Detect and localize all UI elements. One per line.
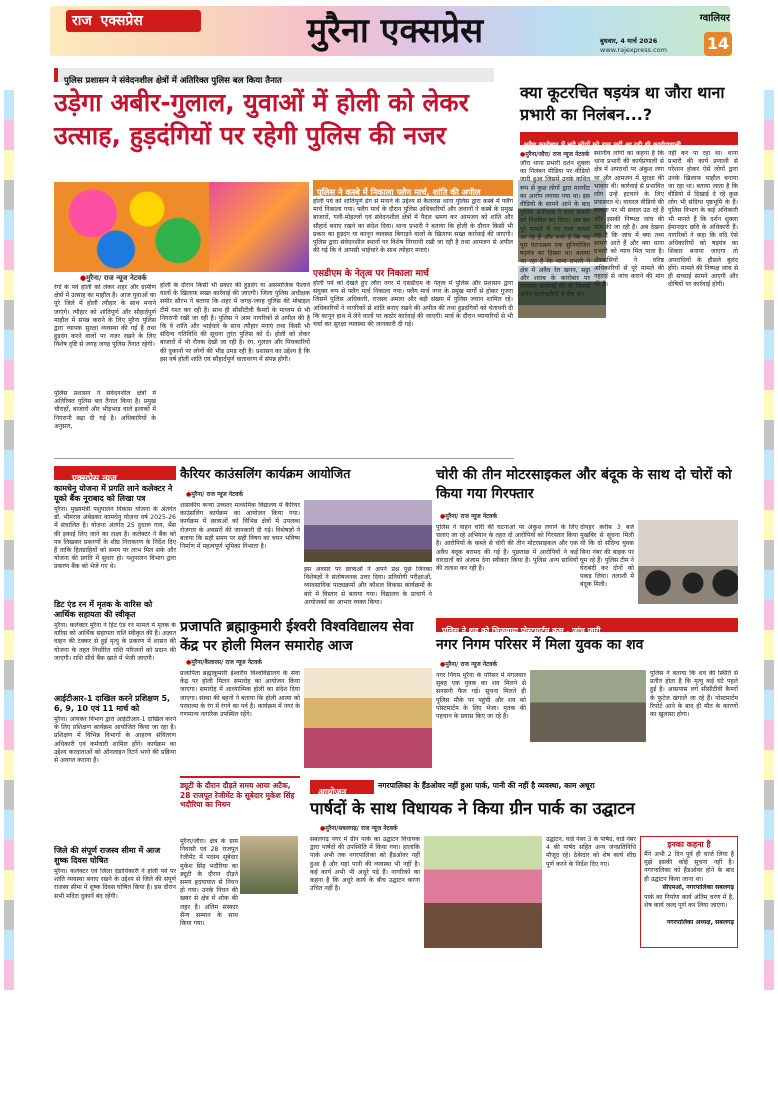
duty-death-headline: ड्यूटी के दौरान दौड़ते समय आया अटैक, 28 राजपूत रेजीमेंट के सूबेदार मुकेश सिंह भदौरिया का निधन xyxy=(180,781,295,809)
lead-body-col1: रंगों के पर्व होली को लेकर शहर और ग्रामीण क्षेत्रों में उत्साह का माहौल है। आज युवाओं का पूरे जिले में होली त्यौहार के साथ मनाने जाएंगे। त्यौहार को शांतिपूर्ण और सौहार्दपूर्ण माहौल में संपन्न कराने के लिए मुरैना पुलिस द्वारा व्यापक सुरक्षा व्यवस्था की गई है तथा हुड़दंग करने वालों पर नजर रखने के लिए विशेष दृष्टि से जगह जगह पुलिस तैनात रहेगी। xyxy=(54,284,156,349)
sdm-march-body: होली पर्व को देखते हुए जौरा नगर में एसडीएम के नेतृत्व में पुलिस और प्रशासन द्वारा संयुक्त रूप से फ्लैग मार्च निकाला गया। फ्लैग मार्च नगर के प्रमुख मार्गों से होकर गुजरा जिसमें पुलिस अधिकारी, राजस्व अमला और बड़ी संख्या में पुलिस जवान शामिल रहे। अधिकारियों ने नागरिकों से शांति बनाए रखने की अपील की तथा हुड़दंगियों को चेतावनी दी कि कानून हाथ में लेने वालों पर कठोर कार्रवाई की जाएगी। मार्च के दौरान व्यापारियों से भी चर्चा कर सुरक्षा व्यवस्था की जानकारी दी गई। xyxy=(313,280,513,329)
express-item-4-headline: जिले की संपूर्ण राजस्व सीमा में आज शुष्क दिवस घोषित xyxy=(54,846,161,865)
theft-body-2: दोपहर करीब 3 बजे मुखबिर से सूचना मिली थी कि दो संदिग्ध युवक बिना नंबर की बाइक पर घूम रहे हैं। पुलिस टीम ने घेराबंदी कर दोनों को पकड़ लिया। तलाशी में बंदूक मिली। xyxy=(580,524,634,589)
jaura-col1: जौरा थाना प्रभारी दर्शन शुक्ला का निलंबन मीडिया पर वीडियो जारी हुआ जिसमें उनके कथित रूप से कुछ लोगों द्वारा मारपीट का आरोप लगाया गया था। इस वीडियो के सामने आने के बाद पुलिस अधीक्षक ने थाना प्रभारी को निलंबित कर दिया। अब इस पूरे मामले में नए तथ्य सामने आ रहे हैं और चर्चा है कि यह पूरा घटनाक्रम एक सुनियोजित षड़यंत्र का हिस्सा था। बताया जा रहा है कि थाना प्रभारी ने क्षेत्र में अवैध रेत खनन, सट्टा और शराब के कारोबार पर लगातार कार्रवाई की थी जिससे अवैध कारोबारियों में रोष था। xyxy=(520,160,590,299)
lead-kicker: पुलिस प्रशासन ने संवेदनशील क्षेत्रों में अतिरिक्त पुलिस बल किया तैनात xyxy=(64,76,282,86)
express-item-2-headline: डिट एंड रन में मृतक के वारिस को आर्थिक सहायता की स्वीकृत xyxy=(54,600,153,619)
sdm-march-headline: एसडीएम के नेतृत्व पर निकाला मार्च xyxy=(313,269,429,279)
inka-kahna-name-1: सीएमओ, नगरपालिका सबलगढ़ xyxy=(662,884,734,891)
lead-body-col1b: पुलिस प्रशासन ने संवेदनशील क्षेत्रों में अतिरिक्त पुलिस बल तैनात किया है। प्रमुख चौराहों, बाजारों और भीड़भाड़ वाले इलाकों में निगरानी बढ़ा दी गई है। अधिकारियों के अनुसार, xyxy=(54,390,156,430)
divider xyxy=(54,458,514,459)
lead-body-col2: होली के दौरान किसी भी प्रकार की हुड़दंग या असमाजिक फैलाने वालों के खिलाफ सख्त कार्रवाई की जाएगी। जिला पुलिस अधीक्षक समीर सौरभ ने बताया कि शहर में जगह-जगह पुलिस की मोबाइल टीमें गश्त कर रही हैं। साथ ही सीसीटीवी कैमरों के माध्यम से भी निगरानी रखी जा रही है। पुलिस ने आम नागरिकों से अपील की है कि वे शांति और भाईचारे के साथ त्यौहार मनाएं तथा किसी भी संदिग्ध गतिविधि की सूचना तुरंत पुलिस को दें। होली को लेकर बाजारों में भी रौनक देखी जा रही है। रंग, गुलाल और पिचकारियों की दुकानों पर लोगों की भीड़ उमड़ रही है। प्रशासन का उद्देश्य है कि इस वर्ष होली शांति एवं सौहार्दपूर्ण वातावरण में संपन्न होगी। xyxy=(160,282,310,363)
flag-march-headline: पुलिस ने कस्बे में निकाला फ्लैग मार्च, शांति की अपील xyxy=(317,187,481,197)
inka-kahna-quote-1: मैंने अभी 2 दिन पूर्व ही चार्ज लिया है मुझे इसकी कोई सूचना नहीं है। नगरपालिका को हैंडओवर होने के बाद ही उद्घाटन किया जाना था। xyxy=(644,851,734,883)
green-park-tag-label: आयोजन xyxy=(318,788,347,798)
body-found-headline: नगर निगम परिसर में मिला युवक का शव xyxy=(436,637,644,653)
jaura-col2: स्थानीय लोगों का कहना है कि थाना प्रभारी की कार्यप्रणाली से क्षेत्र में अपराधों पर अंकुश लगा था और आमजन में सुरक्षा की भावना थी। कार्रवाई से प्रभावित लोग उन्हें हटवाने के लिए प्रयासरत थे। वायरल वीडियो की सत्यता पर भी सवाल उठ रहे हैं और इसकी निष्पक्ष जांच की मांग की जा रही है। अब देखना यह है कि जांच में क्या तथ्य सामने आते हैं और क्या थाना प्रभारी को न्याय मिल पाता है। क्षेत्रवासियों ने वरिष्ठ अधिकारियों से पूरे मामले की गहराई से जांच कराने की मांग की है। xyxy=(594,150,664,289)
express-item-1-body: मुरैना। मुख्यमंत्री पशुपालन विकास योजना के अंतर्गत डॉ. भीमराव अंबेडकर कामधेनु योजना वर्ष 2025-26 में संचालित है। योजना अंतर्गत 25 दुधारू गाय, भैंस की इकाई लिए जाने का लक्ष्य है। कलेक्टर ने बैंक को पत्र लिखकर प्रकरणों के शीघ्र निराकरण के निर्देश दिए हैं ताकि हितग्राहियों को समय पर लाभ मिल सके और योजना की प्रगति में सुधार हो। पशुपालन विभाग द्वारा प्रकरण बैंक को भेजे गए थे। xyxy=(54,506,176,571)
flag-march-head xyxy=(313,180,513,196)
career-photo xyxy=(304,500,432,562)
lead-photo xyxy=(54,182,209,272)
body-found-byline: ● मुरैना/ राज न्यूज नेटवर्क xyxy=(440,660,497,668)
express-news-label: एक्सप्रेस न्यूज xyxy=(72,474,117,484)
lead-headline: उड़ेगा अबीर-गुलाल, युवाओं में होली को लेकर उत्साह, हुड़दंगियों पर रहेगी पुलिस की नजर xyxy=(54,88,469,150)
green-park-body: सबलगढ़ नगर में ग्रीन पार्क का उद्घाटन विधायक द्वारा पार्षदों की उपस्थिति में किया गया। हालांकि पार्क अभी तक नगरपालिका को हैंडओवर नहीं हुआ है और यहां पानी की व्यवस्था भी नहीं है। कई कार्य अभी भी अधूरे पड़े हैं। नागरिकों का कहना है कि अधूरे कार्य के बीच उद्घाटन करना उचित नहीं है। xyxy=(310,836,420,893)
body-found-banner-text: पुलिस ने शव को भिजवाया पोस्टमार्टम कक्ष , जांच जारी xyxy=(442,626,601,635)
express-item-3-headline: आईटीआर-1 दाखिल करने प्रशिक्षण 5, 6, 9, 10 एवं 11 मार्च को xyxy=(54,694,171,713)
brahma-headline: प्रजापति ब्रह्माकुमारी ईश्वरी विश्वविद्यालय सेवा केंद्र पर होली मिलन समारोह आज xyxy=(180,619,414,654)
body-found-banner xyxy=(436,618,738,635)
duty-death-body: मुरैना/जौरा। क्षेत्र के ग्राम निवासी एवं 28 राजपूत रेजीमेंट में पदस्थ सूबेदार मुकेश सिंह भदौरिया का ड्यूटी के दौरान दौड़ते समय हृदयाघात से निधन हो गया। उनके निधन की खबर से क्षेत्र में शोक की लहर है। अंतिम संस्कार सैन्य सम्मान के साथ किया गया। xyxy=(180,838,238,928)
career-headline: कैरियर काउंसलिंग कार्यक्रम आयोजित xyxy=(180,466,351,481)
jaura-subhead: अवैध कारोबार में लगे लोगों को रास नहीं आ रही थी कार्यप्रणाली xyxy=(523,141,681,149)
career-col1: शासकीय कन्या उच्चतर माध्यमिक विद्यालय में कैरियर काउंसलिंग कार्यक्रम का आयोजन किया गया। कार्यक्रम में छात्राओं को विभिन्न क्षेत्रों में उपलब्ध रोजगार के अवसरों की जानकारी दी गई। विशेषज्ञों ने बताया कि सही समय पर सही विषय का चयन भविष्य निर्माण में महत्वपूर्ण भूमिका निभाता है। xyxy=(180,502,300,551)
green-park-byline: ● मुरैना/सबलगढ़/ राज न्यूज नेटवर्क xyxy=(320,824,398,832)
green-park-photo xyxy=(424,836,542,948)
duty-death-photo xyxy=(240,836,298,894)
page-number-badge: 14 xyxy=(704,32,732,56)
career-col2: इस अवसर पर छात्राओं ने अपने प्रश्न पूछे जिनका विशेषज्ञों ने संतोषजनक उत्तर दिया। प्रतियोगी परीक्षाओं, व्यावसायिक पाठ्यक्रमों और कौशल विकास कार्यक्रमों के बारे में विस्तार से बताया गया। विद्यालय के प्राचार्य ने आयोजकों का आभार व्यक्त किया। xyxy=(304,566,432,606)
brahma-body: प्रजापिता ब्रह्माकुमारी ईश्वरीय विश्वविद्यालय के सेवा केंद्र पर होली मिलन समारोह का आयोजन किया जाएगा। समारोह में आध्यात्मिक होली का संदेश दिया जाएगा। संस्था की बहनों ने बताया कि होली आत्मा को परमात्मा के रंग में रंगने का पर्व है। कार्यक्रम में नगर के गणमान्य नागरिक उपस्थित रहेंगे। xyxy=(180,670,300,719)
express-item-2-body: मुरैना। कलेक्टर मुरैना ने हिट एंड रन मामले में मृतक के वारिस को आर्थिक सहायता राशि स्वीकृत की है। अज्ञात वाहन की टक्कर से हुई मृत्यु के प्रकरण में शासन की योजना के तहत निर्धारित राशि परिजनों को प्रदान की जाएगी। राशि सीधे बैंक खाते में भेजी जाएगी। xyxy=(54,622,176,662)
green-park-tag xyxy=(310,780,374,798)
body-found-body: नगर निगम मुरैना के परिसर में मंगलवार सुबह एक युवक का शव मिलने से सनसनी फैल गई। सूचना मिलते ही पुलिस मौके पर पहुंची और शव को पोस्टमार्टम के लिए भेजा। मृतक की पहचान के प्रयास किए जा रहे हैं। xyxy=(436,672,526,721)
lead-photo-hands xyxy=(209,182,309,272)
inka-kahna-label: इनका कहना है xyxy=(667,840,711,849)
jaura-byline: ● मुरैना/जौरा/ राज न्यूज नेटवर्क xyxy=(520,150,589,158)
city-label: ग्वालियर xyxy=(699,13,730,24)
body-found-body-2: पुलिस ने बताया कि शव की स्थिति से प्रतीत होता है कि मृत्यु कई घंटे पहले हुई है। आसपास लगे सीसीटीवी कैमरों के फुटेज खंगाले जा रहे हैं। पोस्टमार्टम रिपोर्ट आने के बाद ही मौत के कारणों का खुलासा होगा। xyxy=(650,670,738,719)
lead-kicker-bar xyxy=(54,68,494,86)
flag-march-body: होली पर्व को शांतिपूर्ण ढंग से मनाने के उद्देश्य से कैलारस थाना पुलिस द्वारा कस्बे में फ्लैग मार्च निकाला गया। फ्लैग मार्च के दौरान पुलिस अधिकारियों और जवानों ने कस्बे के प्रमुख बाजारों, गली-मोहल्लों एवं संवेदनशील क्षेत्रों में पैदल भ्रमण कर आमजन को शांति और सौहार्द बनाए रखने का संदेश दिया। थाना प्रभारी ने बताया कि होली के दौरान किसी भी प्रकार का हुड़दंग या कानून व्यवस्था बिगाड़ने वालों के खिलाफ सख्त कार्रवाई की जाएगी। पुलिस द्वारा संवेदनशील स्थानों पर विशेष निगरानी रखी जा रही है तथा आमजन से अपील की गई कि वे आपसी भाईचारे के साथ त्योहार मनाएं। xyxy=(313,198,513,255)
body-found-photo xyxy=(530,670,646,742)
inka-kahna-name-2: नगरपालिका अध्यक्ष, सबलगढ़ xyxy=(666,919,734,926)
inka-kahna-quote-2: पार्क का निर्माण कार्य अंतिम चरण में है, शेष कार्य जल्द पूर्ण कर लिया जाएगा। xyxy=(644,894,734,910)
brahma-photo xyxy=(304,668,432,768)
inka-kahna-box xyxy=(640,836,738,948)
jaura-headline: क्या कूटरचित षड़यंत्र था जौरा थाना प्रभारी का निलंबन...? xyxy=(520,83,725,124)
jaura-subhead-bar xyxy=(520,132,738,149)
lead-photo-caption: ● मुरैना/ राज न्यूज नेटवर्क xyxy=(80,274,147,283)
express-item-4-body: मुरैना। कलेक्टर एवं जिला दंडाधिकारी ने होली पर्व पर शांति व्यवस्था बनाए रखने के उद्देश्य से जिले की संपूर्ण राजस्व सीमा में शुष्क दिवस घोषित किया है। इस दौरान सभी मदिरा दुकानें बंद रहेंगी। xyxy=(54,868,176,900)
registration-marks-right xyxy=(764,90,774,990)
date-label: बुधवार, 4 मार्च 2026 xyxy=(600,37,658,45)
green-park-headline: पार्षदों के साथ विधायक ने किया ग्रीन पार्क का उद्घाटन xyxy=(310,799,635,818)
green-park-kicker: नगरपालिका के हैंडओवर नहीं हुआ पार्क, पानी की नहीं है व्यवस्था, काम अधूरा xyxy=(378,781,595,790)
theft-byline: ● मुरैना/ राज न्यूज नेटवर्क xyxy=(440,512,497,520)
brand-logo xyxy=(66,10,201,32)
green-park-body-2: उद्घाटन, वार्ड नंबर 3 के पार्षद, वार्ड नंबर 4 की पार्षद सहित अन्य जनप्रतिनिधि मौजूद रहे। ठेकेदार को शेष कार्य शीघ्र पूर्ण करने के निर्देश दिए गए। xyxy=(546,836,636,868)
brahma-byline: ● मुरैना/कैलारस/ राज न्यूज नेटवर्क xyxy=(186,658,262,666)
theft-body: पुलिस ने वाहन चोरी की घटनाओं पर अंकुश लगाने के लिए चलाए जा रहे अभियान के तहत दो आरोपियों को गिरफ्तार किया है। आरोपियों के कब्जे से चोरी की तीन मोटरसाइकल और एक अवैध बंदूक बरामद की गई है। पूछताछ में आरोपियों ने कई वारदातों को अंजाम देना स्वीकार किया है। पुलिस अन्य साथियों की तलाश कर रही है। xyxy=(436,524,578,573)
masthead xyxy=(0,0,778,62)
theft-headline: चोरी की तीन मोटरसाइकल और बंदूक के साथ दो चोरों को किया गया गिरफ्तार xyxy=(436,467,732,502)
express-item-3-body: मुरैना। आयकर विभाग द्वारा आईटीआर-1 दाखिल करने के लिए प्रशिक्षण कार्यक्रम आयोजित किया जा रहा है। प्रशिक्षण में विभिन्न विभागों के आहरण संवितरण अधिकारी एवं कर्मचारी शामिल होंगे। कार्यक्रम का उद्देश्य करदाताओं को ऑनलाइन रिटर्न भरने की प्रक्रिया से अवगत कराना है। xyxy=(54,716,176,765)
express-news-tag xyxy=(54,466,176,484)
theft-photo xyxy=(638,520,738,604)
brand-right: एक्सप्रेस xyxy=(100,13,143,29)
jaura-col3: नहीं कर पा रहा था। थाना प्रभारी की कार्य प्रणाली से परेशान होकर ऐसे लोगों द्वारा उनके खिलाफ माहौल बनाया जा रहा था। बताया जाता है कि वीडियो में दिखाई दे रहे कुछ लोग भी संदिग्ध पृष्ठभूमि के हैं। पुलिस विभाग के कई अधिकारी भी मानते हैं कि दर्शन शुक्ला ईमानदार छवि के अधिकारी हैं। नागरिकों ने कहा कि यदि ऐसे अधिकारियों को षड़यंत्र का शिकार बनाया जाएगा तो अपराधियों के हौसले बुलंद होंगे। मामले की निष्पक्ष जांच से ही सच्चाई सामने आएगी और दोषियों पर कार्रवाई होगी। xyxy=(668,150,738,289)
brand-left: राज xyxy=(72,13,92,29)
express-item-1-headline: कामधेनु योजना में प्रगति लाने कलेक्टर ने यूको बैंक नूराबाद को लिखा पत्र xyxy=(54,484,173,503)
registration-marks-left xyxy=(4,90,14,990)
site-url[interactable]: www.rajexpress.com xyxy=(600,46,667,54)
page-title: मुरैना एक्सप्रेस xyxy=(306,11,484,51)
career-byline: ● मुरैना/ राज न्यूज नेटवर्क xyxy=(186,490,243,498)
